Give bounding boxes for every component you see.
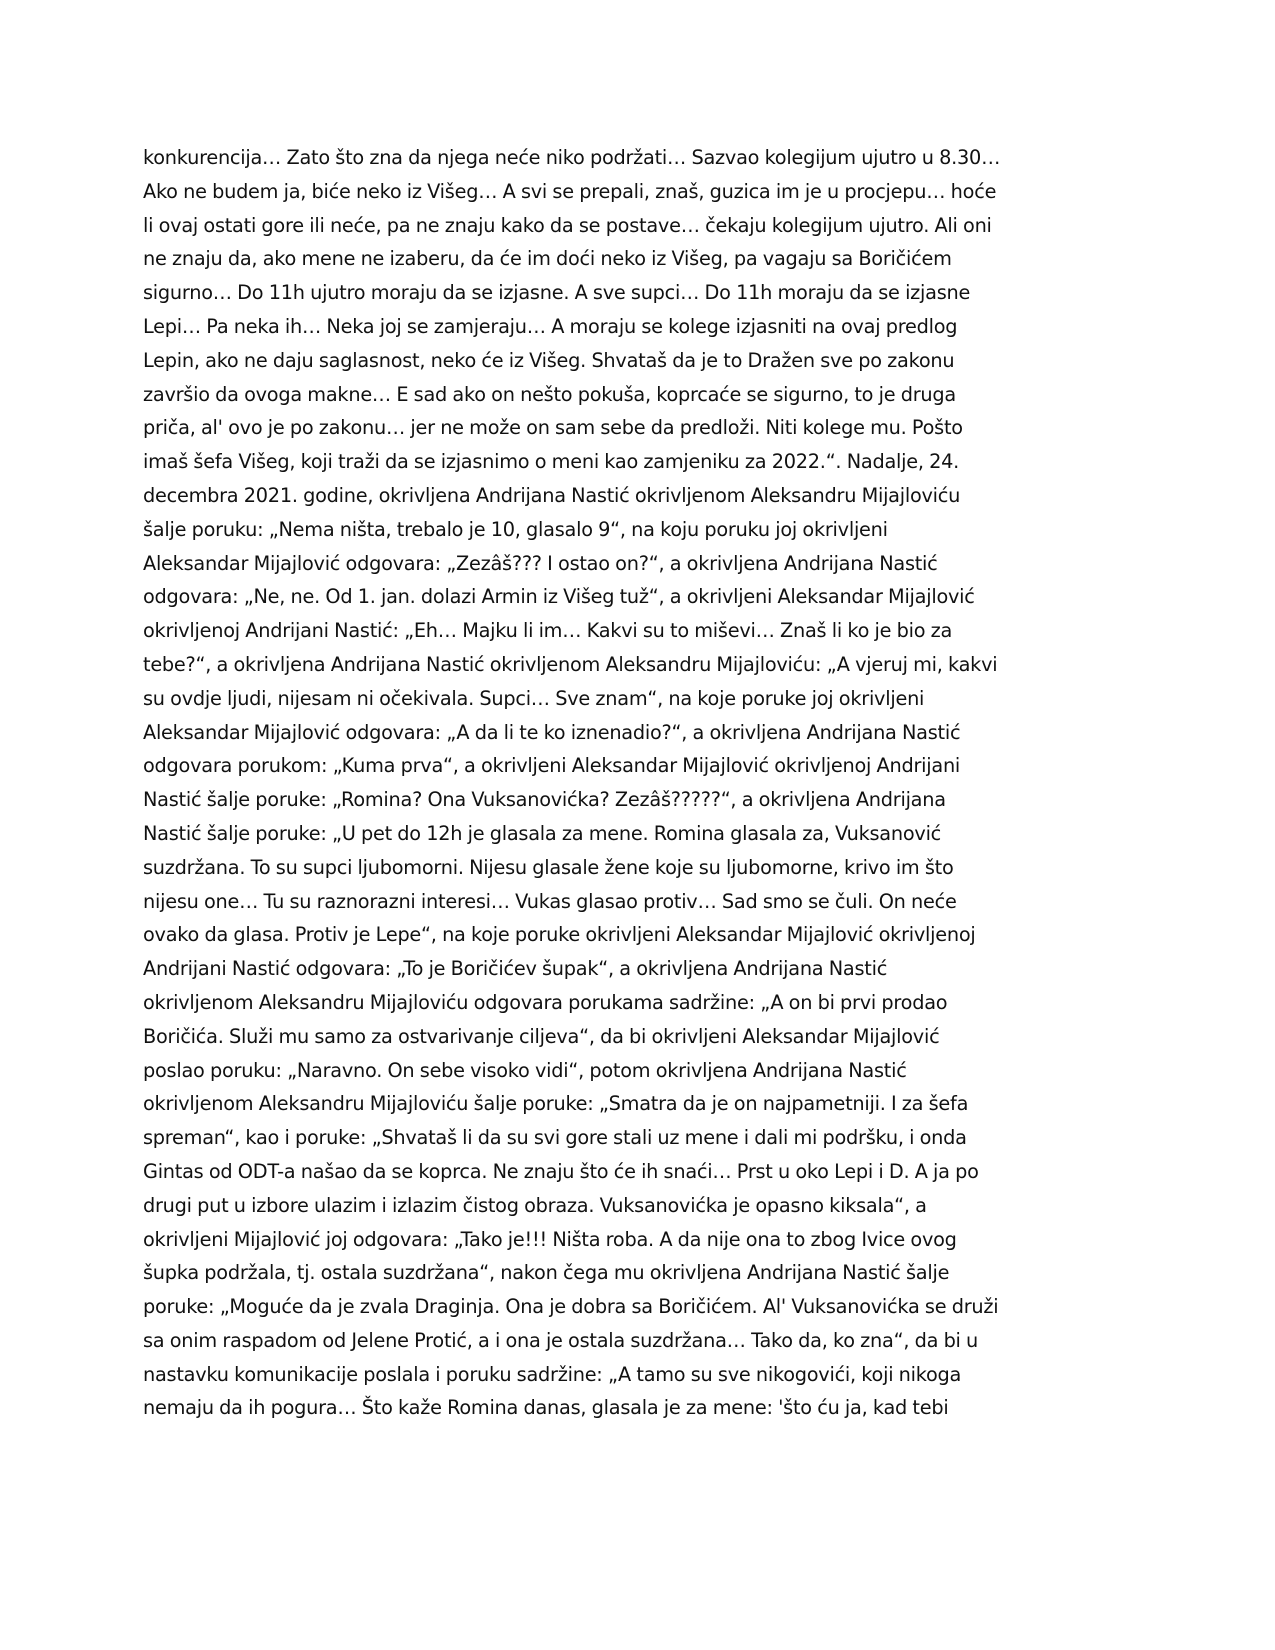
text-line: okrivljenoj Andrijani Nastić: „Eh… Majku li im… Kakvi su to miševi… Znaš li ko je bio za xyxy=(143,619,953,643)
text-line: tebe?“, a okrivljena Andrijana Nastić okrivljenom Aleksandru Mijajloviću: „A vjeruj mi, kakvi xyxy=(143,652,998,676)
text-line: suzdržana. To su supci ljubomorni. Nijesu glasale žene koje su ljubomorne, krivo im što xyxy=(143,855,954,879)
text-line: Ako ne budem ja, biće neko iz Višeg… A svi se prepali, znaš, guzica im je u procjepu… hoće xyxy=(143,179,997,203)
text-line: Lepi… Pa neka ih… Neka joj se zamjeraju… A moraju se kolege izjasniti na ovaj predlog xyxy=(143,314,958,338)
text-line: Aleksandar Mijajlović odgovara: „Zezâš??? I ostao on?“, a okrivljena Andrijana Nastić xyxy=(143,551,938,575)
text-line: decembra 2021. godine, okrivljena Andrijana Nastić okrivljenom Aleksandru Mijajloviću xyxy=(143,483,961,507)
text-line: konkurencija… Zato što zna da njega neće niko podržati… Sazvao kolegijum ujutro u 8.30… xyxy=(143,146,1001,169)
text-line: Aleksandar Mijajlović odgovara: „A da li te ko iznenadio?“, a okrivljena Andrijana Nastić xyxy=(143,720,961,744)
text-line: nijesu one… Tu su raznorazni interesi… Vukas glasao protiv… Sad smo se čuli. On neće xyxy=(143,889,957,913)
text-line: sigurno… Do 11h ujutro moraju da se izjasne. A sve supci… Do 11h moraju da se izjasne xyxy=(143,281,971,305)
text-line: okrivljenom Aleksandru Mijajloviću šalje poruke: „Smatra da je on najpametniji. I za šefa xyxy=(143,1092,969,1116)
text-line: poruke: „Moguće da je zvala Draginja. Ona je dobra sa Boričićem. Al' Vuksanovićka se druži xyxy=(143,1295,999,1319)
text-line: imaš šefa Višeg, koji traži da se izjasnimo o meni kao zamjeniku za 2022.“. Nadalje, 24. xyxy=(143,450,960,474)
text-line: Nastić šalje poruke: „U pet do 12h je glasala za mene. Romina glasala za, Vuksanović xyxy=(143,821,942,845)
text-line: priča, al' ovo je po zakonu… jer ne može on sam sebe da predloži. Niti kolege mu. Pošto xyxy=(143,416,963,440)
text-line: Lepin, ako ne daju saglasnost, neko će iz Višeg. Shvataš da je to Dražen sve po zakonu xyxy=(143,348,955,372)
text-line: poslao poruku: „Naravno. On sebe visoko vidi“, potom okrivljena Andrijana Nastić xyxy=(143,1058,907,1082)
text-line: li ovaj ostati gore ili neće, pa ne znaju kako da se postave… čekaju kolegijum ujutro. Ali oni xyxy=(143,213,992,237)
text-line: Andrijani Nastić odgovara: „To je Boričićev šupak“, a okrivljena Andrijana Nastić xyxy=(143,957,888,981)
text-line: odgovara porukom: „Kuma prva“, a okrivljeni Aleksandar Mijajlović okrivljenoj Andrijani xyxy=(143,754,961,778)
text-line: Nastić šalje poruke: „Romina? Ona Vuksanovićka? Zezâš?????“, a okrivljena Andrijana xyxy=(143,788,946,812)
text-line: sa onim raspadom od Jelene Protić, a i ona je ostala suzdržana… Tako da, ko zna“, da bi u xyxy=(143,1328,979,1352)
text-line: šupka podržala, tj. ostala suzdržana“, nakon čega mu okrivljena Andrijana Nastić šalje xyxy=(143,1261,950,1285)
text-line: Boričića. Služi mu samo za ostvarivanje ciljeva“, da bi okrivljeni Aleksandar Mijajlović xyxy=(143,1024,940,1048)
text-line: ovako da glasa. Protiv je Lepe“, na koje poruke okrivljeni Aleksandar Mijajlović okrivljenoj xyxy=(143,923,976,947)
text-line: završio da ovoga makne… E sad ako on nešto pokuša, koprcaće se sigurno, to je druga xyxy=(143,382,956,406)
text-line: šalje poruku: „Nema ništa, trebalo je 10, glasalo 9“, na koju poruku joj okrivljeni xyxy=(143,517,888,541)
text-line: okrivljenom Aleksandru Mijajloviću odgovara porukama sadržine: „A on bi prvi prodao xyxy=(143,990,948,1014)
text-line: odgovara: „Ne, ne. Od 1. jan. dolazi Armin iz Višeg tuž“, a okrivljeni Aleksandar Mijajlović xyxy=(143,585,975,609)
text-line: okrivljeni Mijajlović joj odgovara: „Tako je!!! Ništa roba. A da nije ona to zbog Ivice ovog xyxy=(143,1227,957,1251)
text-line: nastavku komunikacije poslala i poruku sadržine: „A tamo su sve nikogovići, koji nikoga xyxy=(143,1362,962,1386)
text-line: Gintas od ODT-a našao da se koprca. Ne znaju što će ih snaći… Prst u oko Lepi i D. A ja po xyxy=(143,1159,979,1183)
text-line: su ovdje ljudi, nijesam ni očekivala. Supci… Sve znam“, na koje poruke joj okrivljeni xyxy=(143,686,925,710)
text-line: nemaju da ih pogura… Što kaže Romina danas, glasala je za mene: 'što ću ja, kad tebi xyxy=(143,1396,949,1420)
text-line: spreman“, kao i poruke: „Shvataš li da su svi gore stali uz mene i dali mi podršku, i onda xyxy=(143,1126,967,1150)
text-line: drugi put u izbore ulazim i izlazim čistog obraza. Vuksanovićka je opasno kiksala“, a xyxy=(143,1193,927,1217)
text-line: ne znaju da, ako mene ne izaberu, da će im doći neko iz Višeg, pa vagaju sa Boričićem xyxy=(143,247,952,271)
body-paragraph xyxy=(143,141,1083,1425)
